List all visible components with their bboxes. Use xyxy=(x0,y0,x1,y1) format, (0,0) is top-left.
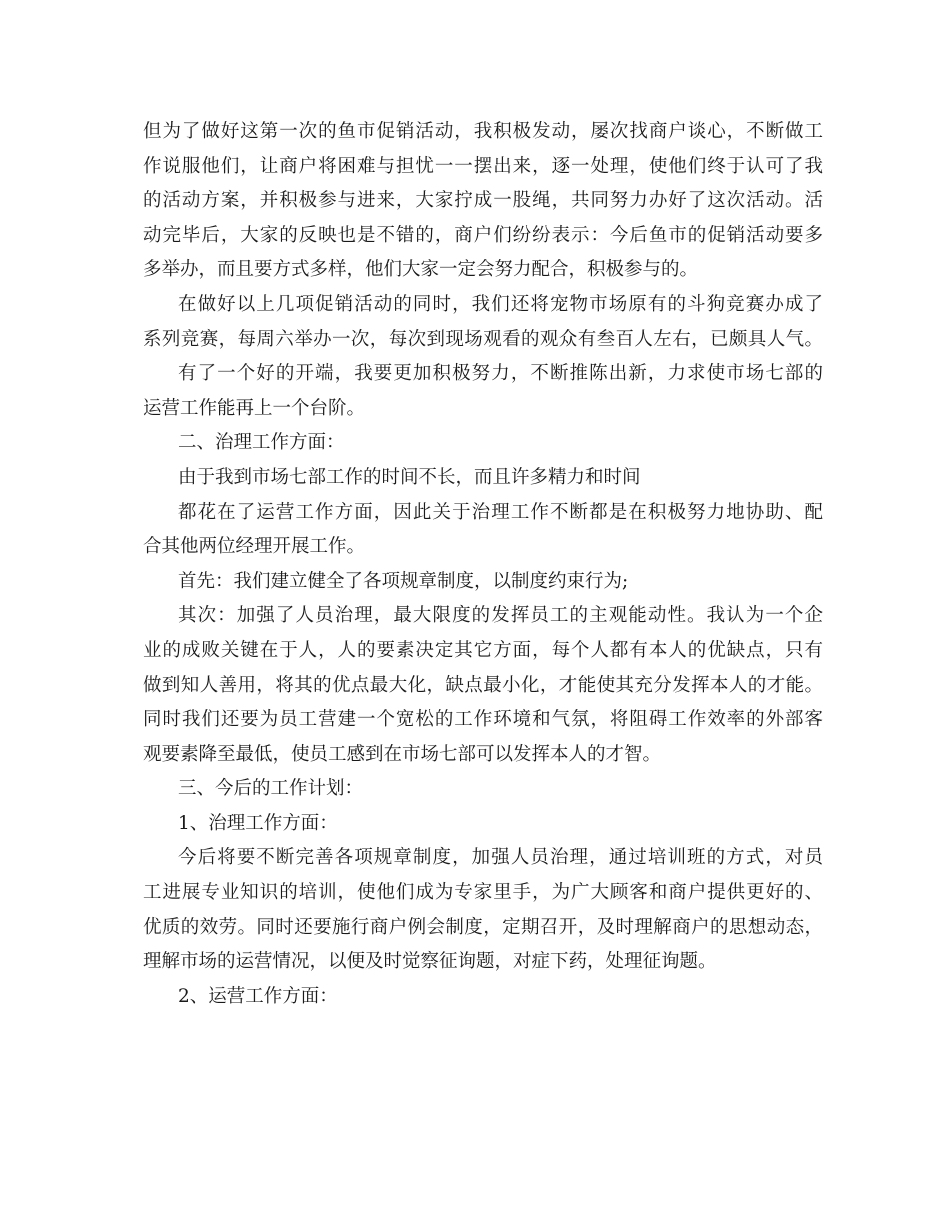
paragraph-line: 二、治理工作方面： xyxy=(178,432,345,454)
paragraph-line: 首先：我们建立健全了各项规章制度，以制度约束行为; xyxy=(178,570,629,592)
paragraph-line: 动完毕后，大家的反映也是不错的，商户们纷纷表示：今后鱼市的促销活动要多 xyxy=(143,224,823,246)
paragraph-line: 1、治理工作方面： xyxy=(178,812,338,834)
paragraph-line: 系列竞赛，每周六举办一次，每次到现场观看的观众有叁百人左右，已颇具人气。 xyxy=(143,328,823,350)
paragraph-line: 理解市场的运营情况，以便及时觉察征询题，对症下药，处理征询题。 xyxy=(143,951,717,973)
paragraph-line: 业的成败关键在于人，人的要素决定其它方面，每个人都有本人的优缺点，只有 xyxy=(143,639,823,661)
paragraph-line: 优质的效劳。同时还要施行商户例会制度，定期召开，及时理解商户的思想动态， xyxy=(143,916,823,938)
paragraph-line: 由于我到市场七部工作的时间不长，而且许多精力和时间 xyxy=(178,466,641,488)
paragraph-line: 有了一个好的开端，我要更加积极努力，不断推陈出新，力求使市场七部的 xyxy=(178,363,823,385)
paragraph-line: 今后将要不断完善各项规章制度，加强人员治理，通过培训班的方式，对员 xyxy=(178,847,823,869)
document-body xyxy=(143,115,823,1014)
paragraph-line: 合其他两位经理开展工作。 xyxy=(143,536,366,558)
paragraph-line: 观要素降至最低，使员工感到在市场七部可以发挥本人的才智。 xyxy=(143,743,662,765)
paragraph-line: 在做好以上几项促销活动的同时，我们还将宠物市场原有的斗狗竞赛办成了 xyxy=(178,293,823,315)
paragraph-line: 2、运营工作方面： xyxy=(178,985,338,1007)
paragraph-line: 作说服他们，让商户将困难与担忧一一摆出来，逐一处理，使他们终于认可了我 xyxy=(143,155,823,177)
paragraph-line: 同时我们还要为员工营建一个宽松的工作环境和气氛，将阻碍工作效率的外部客 xyxy=(143,709,823,731)
paragraph-line: 三、今后的工作计划： xyxy=(178,778,364,800)
paragraph-line: 工进展专业知识的培训，使他们成为专家里手，为广大顾客和商户提供更好的、 xyxy=(143,882,823,904)
paragraph-line: 做到知人善用，将其的优点最大化，缺点最小化，才能使其充分发挥本人的才能。 xyxy=(143,674,823,696)
paragraph-line: 但为了做好这第一次的鱼市促销活动，我积极发动，屡次找商户谈心，不断做工 xyxy=(143,121,823,142)
paragraph-line: 都花在了运营工作方面，因此关于治理工作不断都是在积极努力地协助、配 xyxy=(178,501,823,523)
paragraph-line: 的活动方案，并积极参与进来，大家拧成一股绳，共同努力办好了这次活动。活 xyxy=(143,190,823,212)
paragraph-line: 多举办，而且要方式多样，他们大家一定会努力配合，积极参与的。 xyxy=(143,259,699,281)
paragraph-line: 其次：加强了人员治理，最大限度的发挥员工的主观能动性。我认为一个企 xyxy=(178,605,823,627)
paragraph-line: 运营工作能再上一个台阶。 xyxy=(143,397,366,419)
